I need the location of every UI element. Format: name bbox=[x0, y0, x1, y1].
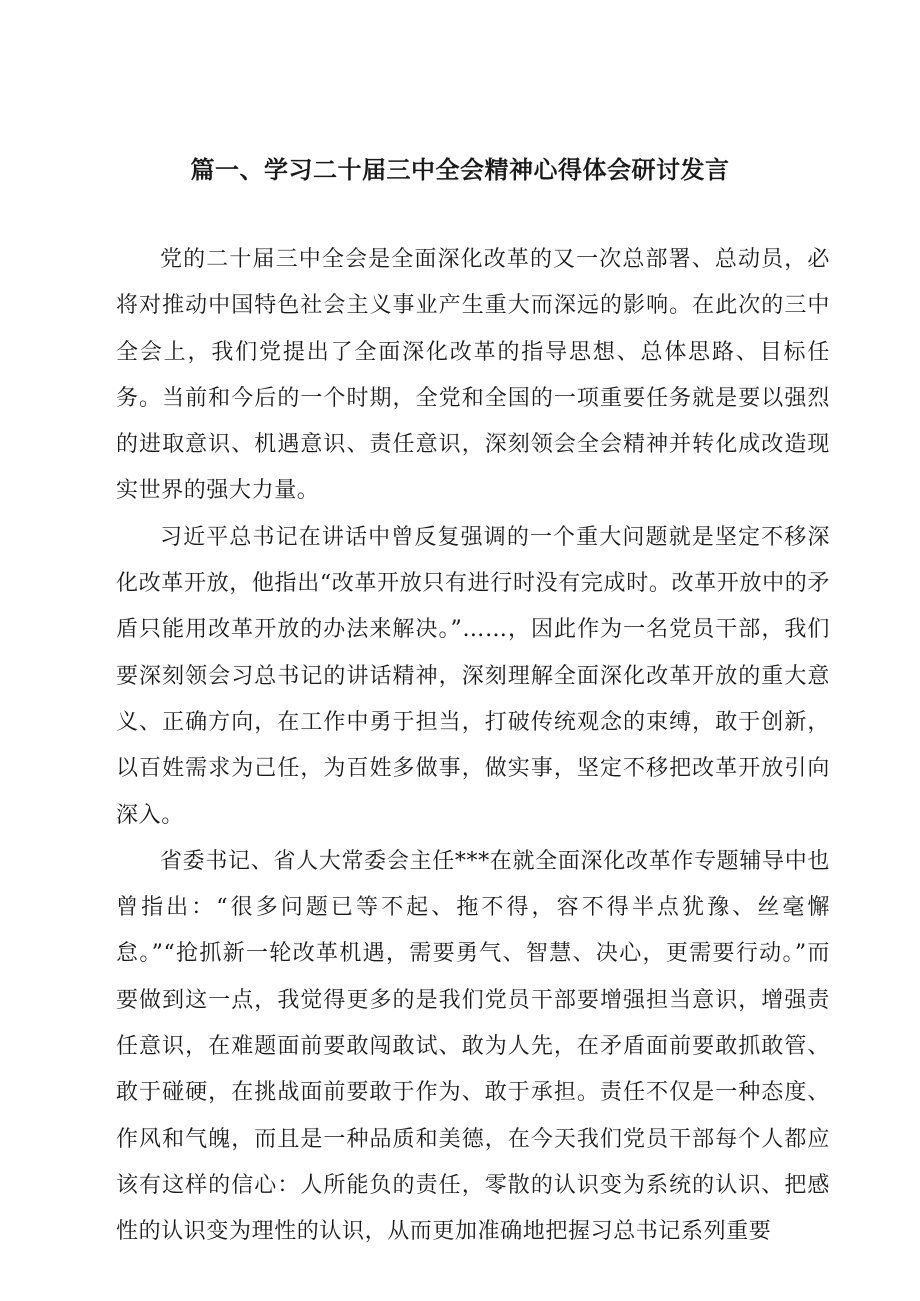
paragraph-1: 党的二十届三中全会是全面深化改革的又一次总部署、总动员，必将对推动中国特色社会主义事业产生重大而深远的影响。在此次的三中全会上，我们党提出了全面深化改革的指导思想、总体思路、目标任务。当前和今后的一个时期，全党和全国的一项重要任务就是要以强烈的进取意识、机遇意识、责任意识，深刻领会全会精神并转化成改造现实世界的强大力量。 bbox=[116, 247, 830, 504]
paragraph-2: 习近平总书记在讲话中曾反复强调的一个重大问题就是坚定不移深化改革开放，他指出“改革开放只有进行时没有完成时。改革开放中的矛盾只能用改革开放的办法来解决。”……，因此作为一名党员干部，我们要深刻领会习总书记的讲话精神，深刻理解全面深化改革开放的重大意义、正确方向，在工作中勇于担当，打破传统观念的束缚，敢于创新，以百姓需求为己任，为百姓多做事，做实事，坚定不移把改革开放引向深入。 bbox=[116, 524, 830, 828]
document-body bbox=[116, 237, 830, 1256]
document-title: 篇一、学习二十届三中全会精神心得体会研讨发言 bbox=[190, 156, 730, 184]
paragraph-3: 省委书记、省人大常委会主任***在就全面深化改革作专题辅导中也曾指出：“很多问题已等不起、拖不得，容不得半点犹豫、丝毫懈怠。”“抢抓新一轮改革机遇，需要勇气、智慧、决心，更需要行动。”而要做到这一点，我觉得更多的是我们党员干部要增强担当意识，增强责任意识，在难题面前要敢闯敢试、敢为人先，在矛盾面前要敢抓敢管、敢于碰硬，在挑战面前要敢于作为、敢于承担。责任不仅是一种态度、作风和气魄，而且是一种品质和美德，在今天我们党员干部每个人都应该有这样的信心：人所能负的责任，零散的认识变为系统的认识、把感性的认识变为理性的认识，从而更加准确地把握习总书记系列重要 bbox=[116, 848, 830, 1245]
